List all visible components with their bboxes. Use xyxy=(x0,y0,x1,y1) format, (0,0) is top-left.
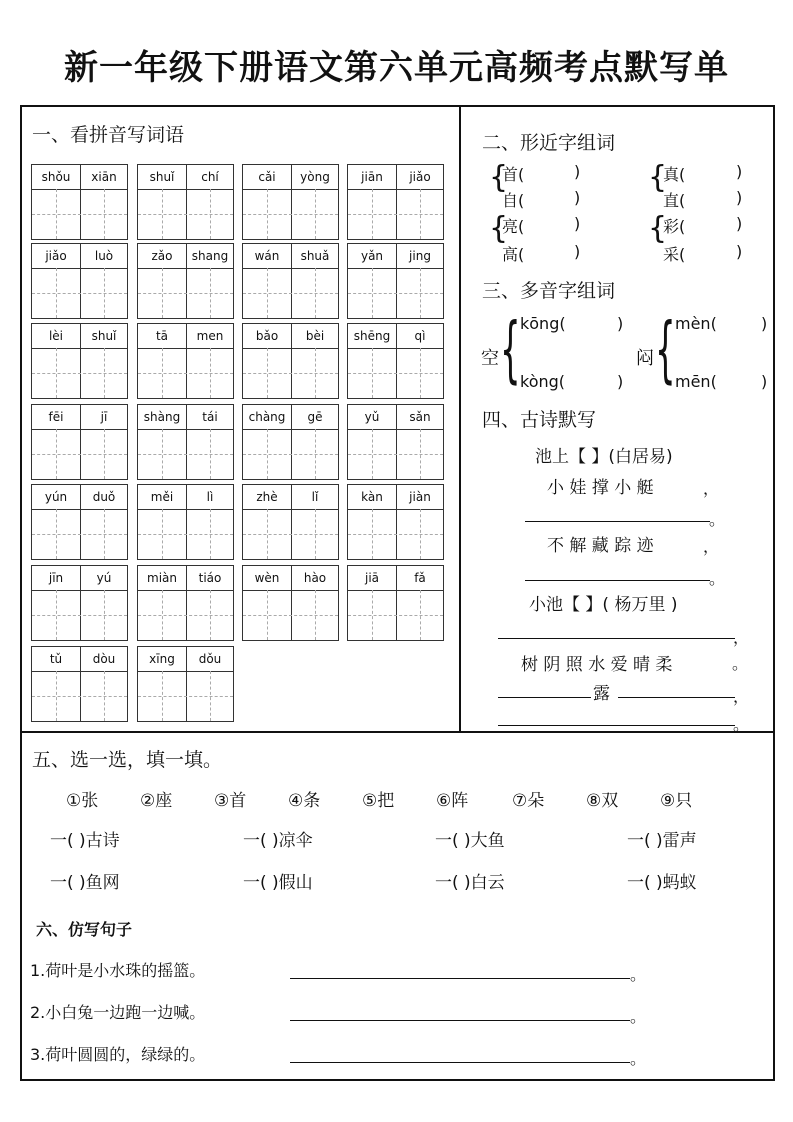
pinyin-syllable: lì xyxy=(206,490,214,504)
pinyin-syllable: měi xyxy=(150,490,174,504)
pinyin-syllable: jiàn xyxy=(409,490,431,504)
pinyin-syllable: cǎi xyxy=(258,170,276,184)
brace-icon: { xyxy=(489,211,509,246)
poem-period: 。 xyxy=(709,510,726,529)
poem-title: 池上【 】(白居易) xyxy=(535,447,673,467)
pinyin-syllable: jiǎo xyxy=(409,170,431,184)
pinyin-syllable: tiáo xyxy=(198,571,222,585)
similar-char-item: 高( xyxy=(502,245,525,264)
pinyin-syllable: yǎn xyxy=(360,249,384,263)
poem-period: 。 xyxy=(733,715,750,734)
brace-icon: { xyxy=(648,160,668,195)
pinyin-syllable: bèi xyxy=(305,329,325,343)
pinyin-syllable: yún xyxy=(44,490,68,504)
pinyin-syllable: qì xyxy=(414,329,426,343)
pinyin-word-cell[interactable] xyxy=(347,243,444,319)
pinyin-syllable: yǔ xyxy=(364,410,380,424)
pinyin-word-cell[interactable] xyxy=(31,646,128,722)
similar-char-close: ) xyxy=(736,242,743,261)
pinyin-syllable: duǒ xyxy=(92,490,116,504)
pinyin-syllable: miàn xyxy=(147,571,177,585)
pinyin-syllable: tā xyxy=(155,329,169,343)
brace-icon: { xyxy=(655,307,676,391)
pinyin-syllable: dǒu xyxy=(198,652,222,666)
pinyin-syllable: shàng xyxy=(143,410,181,424)
answer-line xyxy=(618,697,735,698)
similar-char-close: ) xyxy=(574,214,581,233)
pinyin-word-cell[interactable] xyxy=(31,565,128,641)
model-sentence: 2.小白兔一边跑一边喊。 xyxy=(30,1003,206,1022)
polyphone-close: ) xyxy=(761,314,768,333)
pinyin-word-cell[interactable] xyxy=(347,404,444,480)
pinyin-syllable: shǒu xyxy=(41,170,71,184)
fill-blank-item[interactable]: 一( )凉伞 xyxy=(243,831,313,851)
similar-char-close: ) xyxy=(574,162,581,181)
pinyin-word-cell[interactable] xyxy=(137,565,234,641)
similar-char-close: ) xyxy=(736,214,743,233)
pinyin-syllable: xīng xyxy=(149,652,175,666)
pinyin-word-cell[interactable] xyxy=(242,164,339,240)
poem-period: 。 xyxy=(709,569,726,588)
pinyin-syllable: bǎo xyxy=(255,329,279,343)
similar-char-item: 自( xyxy=(502,191,525,210)
pinyin-word-cell[interactable] xyxy=(137,243,234,319)
polyphone-char: 空 xyxy=(481,348,499,369)
option-item: ⑤把 xyxy=(362,791,395,811)
poem-comma: ， xyxy=(733,687,750,706)
fill-blank-item[interactable]: 一( )鱼网 xyxy=(50,873,120,893)
pinyin-word-cell[interactable] xyxy=(242,243,339,319)
similar-char-item: 彩( xyxy=(663,217,686,236)
pinyin-word-cell[interactable] xyxy=(31,323,128,399)
answer-line[interactable] xyxy=(290,1062,630,1063)
option-item: ④条 xyxy=(288,791,321,811)
pinyin-word-cell[interactable] xyxy=(137,323,234,399)
pinyin-syllable: lèi xyxy=(48,329,64,343)
sentence-period: 。 xyxy=(630,1049,647,1068)
pinyin-syllable: jī xyxy=(100,410,108,424)
pinyin-word-cell[interactable] xyxy=(31,164,128,240)
pinyin-syllable: jiān xyxy=(361,170,383,184)
pinyin-word-cell[interactable] xyxy=(242,323,339,399)
option-item: ①张 xyxy=(66,791,99,811)
section5-6-box xyxy=(20,731,775,1081)
similar-char-item: 真( xyxy=(663,165,686,184)
pinyin-syllable: tǔ xyxy=(49,652,63,666)
similar-char-item: 亮( xyxy=(502,217,525,236)
pinyin-syllable: chí xyxy=(201,170,219,184)
pinyin-syllable: shuǐ xyxy=(149,170,175,184)
poem-line: 树 阴 照 水 爱 晴 柔 xyxy=(521,655,673,675)
poem-line: 不 解 藏 踪 迹 xyxy=(547,536,654,556)
answer-line xyxy=(525,580,710,581)
pinyin-syllable: shuǐ xyxy=(91,329,117,343)
poem-period: 。 xyxy=(732,654,749,673)
pinyin-word-cell[interactable] xyxy=(347,565,444,641)
option-item: ⑥阵 xyxy=(436,791,469,811)
section3-title: 三、多音字组词 xyxy=(482,280,616,302)
pinyin-word-cell[interactable] xyxy=(242,404,339,480)
pinyin-syllable: yú xyxy=(96,571,112,585)
polyphone-reading: kòng( xyxy=(520,372,566,391)
section2-title: 二、形近字组词 xyxy=(482,132,616,154)
pinyin-syllable: men xyxy=(196,329,224,343)
pinyin-syllable: wèn xyxy=(254,571,280,585)
poem-comma: ， xyxy=(733,628,750,647)
pinyin-syllable: jiā xyxy=(364,571,380,585)
pinyin-syllable: zǎo xyxy=(151,249,173,263)
brace-icon: { xyxy=(489,160,509,195)
polyphone-reading: mēn( xyxy=(675,372,717,391)
pinyin-word-cell[interactable] xyxy=(31,404,128,480)
sentence-period: 。 xyxy=(630,965,647,984)
pinyin-word-cell[interactable] xyxy=(31,243,128,319)
model-sentence: 3.荷叶圆圆的，绿绿的。 xyxy=(30,1045,206,1064)
pinyin-word-cell[interactable] xyxy=(242,565,339,641)
pinyin-word-cell[interactable] xyxy=(137,404,234,480)
fill-blank-item[interactable]: 一( )大鱼 xyxy=(435,831,505,851)
option-item: ⑨只 xyxy=(660,791,693,811)
similar-char-item: 采( xyxy=(663,245,686,264)
section6-title: 六、仿写句子 xyxy=(36,920,133,939)
polyphone-reading: kōng( xyxy=(520,314,566,333)
polyphone-close: ) xyxy=(617,314,624,333)
pinyin-syllable: sǎn xyxy=(409,410,431,424)
answer-line xyxy=(498,697,591,698)
pinyin-syllable: shēng xyxy=(353,329,391,343)
section5-title: 五、选一选，填一填。 xyxy=(32,749,223,771)
polyphone-close: ) xyxy=(617,372,624,391)
poem-word: 露 xyxy=(593,684,610,704)
fill-blank-item[interactable]: 一( )白云 xyxy=(435,873,505,893)
answer-line xyxy=(498,725,735,726)
pinyin-word-cell[interactable] xyxy=(242,484,339,560)
poem-title: 小池【 】( 杨万里 ) xyxy=(529,595,678,615)
sentence-period: 。 xyxy=(630,1007,647,1026)
option-item: ⑧双 xyxy=(586,791,619,811)
pinyin-word-cell[interactable] xyxy=(137,164,234,240)
pinyin-word-cell[interactable] xyxy=(347,323,444,399)
poem-comma: ， xyxy=(703,479,720,498)
answer-line[interactable] xyxy=(290,1020,630,1021)
brace-icon: { xyxy=(648,211,668,246)
option-item: ②座 xyxy=(140,791,173,811)
pinyin-word-cell[interactable] xyxy=(31,484,128,560)
answer-line[interactable] xyxy=(290,978,630,979)
answer-line xyxy=(498,638,735,639)
pinyin-syllable: hào xyxy=(303,571,327,585)
pinyin-syllable: shang xyxy=(191,249,229,263)
option-item: ⑦朵 xyxy=(512,791,545,811)
brace-icon: { xyxy=(500,307,521,391)
section1-title: 一、看拼音写词语 xyxy=(32,124,185,146)
pinyin-syllable: xiān xyxy=(91,170,117,184)
pinyin-syllable: jīn xyxy=(48,571,64,585)
pinyin-syllable: dòu xyxy=(92,652,116,666)
pinyin-syllable: lǐ xyxy=(311,490,319,504)
pinyin-syllable: fǎ xyxy=(414,571,426,585)
option-item: ③首 xyxy=(214,791,247,811)
similar-char-item: 首( xyxy=(502,165,525,184)
similar-char-item: 直( xyxy=(663,191,686,210)
polyphone-char: 闷 xyxy=(636,348,654,369)
pinyin-syllable: wán xyxy=(254,249,280,263)
pinyin-syllable: luò xyxy=(94,249,114,263)
fill-blank-item[interactable]: 一( )雷声 xyxy=(627,831,697,851)
section4-title: 四、古诗默写 xyxy=(482,409,597,431)
model-sentence: 1.荷叶是小水珠的摇篮。 xyxy=(30,961,206,980)
polyphone-close: ) xyxy=(761,372,768,391)
pinyin-syllable: jiǎo xyxy=(45,249,67,263)
polyphone-reading: mèn( xyxy=(675,314,717,333)
pinyin-syllable: fēi xyxy=(48,410,64,424)
poem-line: 小 娃 撑 小 艇 xyxy=(547,478,654,498)
pinyin-syllable: kàn xyxy=(361,490,383,504)
similar-char-close: ) xyxy=(736,188,743,207)
pinyin-syllable: jing xyxy=(409,249,431,263)
pinyin-syllable: zhè xyxy=(256,490,278,504)
pinyin-word-cell[interactable] xyxy=(347,484,444,560)
pinyin-syllable: gē xyxy=(307,410,323,424)
pinyin-word-cell[interactable] xyxy=(137,484,234,560)
pinyin-syllable: chàng xyxy=(248,410,286,424)
pinyin-syllable: yòng xyxy=(300,170,330,184)
similar-char-close: ) xyxy=(736,162,743,181)
similar-char-close: ) xyxy=(574,242,581,261)
page-title: 新一年级下册语文第六单元高频考点默写单 xyxy=(64,48,729,88)
answer-line xyxy=(525,521,710,522)
pinyin-syllable: tái xyxy=(202,410,218,424)
pinyin-word-cell[interactable] xyxy=(347,164,444,240)
fill-blank-item[interactable]: 一( )蚂蚁 xyxy=(627,873,697,893)
pinyin-word-cell[interactable] xyxy=(137,646,234,722)
poem-comma: ， xyxy=(703,537,720,556)
fill-blank-item[interactable]: 一( )假山 xyxy=(243,873,313,893)
similar-char-close: ) xyxy=(574,188,581,207)
pinyin-syllable: shuǎ xyxy=(300,249,330,263)
fill-blank-item[interactable]: 一( )古诗 xyxy=(50,831,120,851)
